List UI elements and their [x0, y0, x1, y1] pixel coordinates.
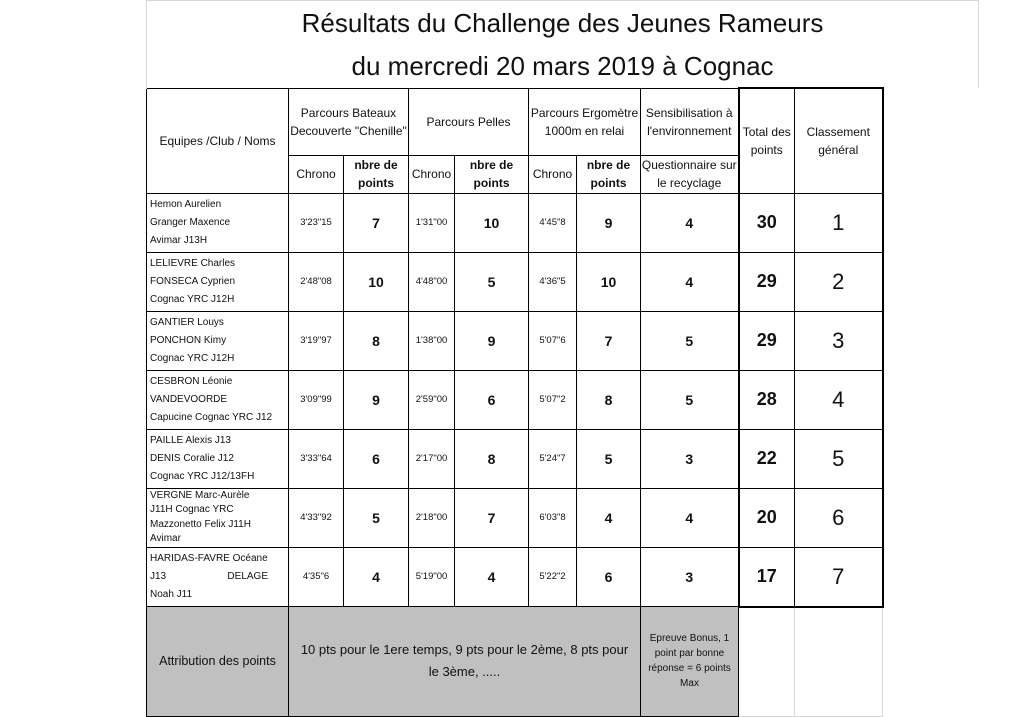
rank: 5 — [795, 429, 883, 488]
chrono-bateaux: 3'23"15 — [289, 193, 344, 252]
chrono-bateaux: 3'33"64 — [289, 429, 344, 488]
chrono-ergo: 5'07"6 — [529, 311, 577, 370]
points-ergo: 5 — [577, 429, 641, 488]
chrono-header-1: Chrono — [289, 155, 344, 193]
points-questionnaire: 3 — [641, 429, 739, 488]
chrono-ergo: 5'24"7 — [529, 429, 577, 488]
points-pelles: 8 — [455, 429, 529, 488]
chrono-pelles: 5'19"00 — [409, 547, 455, 607]
chrono-bateaux: 3'09"99 — [289, 370, 344, 429]
table-row — [147, 429, 979, 488]
points-questionnaire: 5 — [641, 311, 739, 370]
rank: 4 — [795, 370, 883, 429]
points-questionnaire: 4 — [641, 252, 739, 311]
team-header: Equipes /Club / Noms — [147, 88, 289, 193]
table-row — [147, 193, 979, 252]
points-pelles: 9 — [455, 311, 529, 370]
chrono-bateaux: 3'19"97 — [289, 311, 344, 370]
points-bateaux: 8 — [344, 311, 409, 370]
chrono-header-2: Chrono — [409, 155, 455, 193]
points-bateaux: 7 — [344, 193, 409, 252]
total-points: 29 — [739, 311, 795, 370]
rank: 2 — [795, 252, 883, 311]
total-header: Total des points — [739, 88, 795, 193]
points-header-3: nbre de points — [577, 155, 641, 193]
table-row — [147, 488, 979, 547]
chrono-pelles: 2'18"00 — [409, 488, 455, 547]
title-line-2: du mercredi 20 mars 2019 à Cognac — [147, 45, 979, 88]
chrono-bateaux: 2'48"08 — [289, 252, 344, 311]
chrono-ergo: 5'07"2 — [529, 370, 577, 429]
pelles-header: Parcours Pelles — [409, 88, 529, 155]
points-ergo: 10 — [577, 252, 641, 311]
total-points: 20 — [739, 488, 795, 547]
points-bateaux: 4 — [344, 547, 409, 607]
chrono-pelles: 2'17"00 — [409, 429, 455, 488]
footer-label: Attribution des points — [147, 607, 289, 717]
title-line-1: Résultats du Challenge des Jeunes Rameurs — [147, 1, 979, 46]
empty-cell — [739, 607, 795, 717]
total-points: 22 — [739, 429, 795, 488]
points-ergo: 7 — [577, 311, 641, 370]
total-points: 29 — [739, 252, 795, 311]
points-header-1: nbre de points — [344, 155, 409, 193]
rank: 6 — [795, 488, 883, 547]
team-names: Hemon Aurelien Granger Maxence Avimar J13H — [147, 193, 289, 252]
footer-rule: 10 pts pour le 1ere temps, 9 pts pour le 2ème, 8 pts pour le 3ème, ..... — [289, 607, 641, 717]
team-names: GANTIER Louys PONCHON Kimy Cognac YRC J12H — [147, 311, 289, 370]
points-header-2: nbre de points — [455, 155, 529, 193]
chrono-ergo: 5'22"2 — [529, 547, 577, 607]
chrono-pelles: 2'59"00 — [409, 370, 455, 429]
chrono-ergo: 4'36"5 — [529, 252, 577, 311]
points-pelles: 4 — [455, 547, 529, 607]
chrono-pelles: 4'48"00 — [409, 252, 455, 311]
results-sheet — [146, 0, 878, 709]
points-pelles: 10 — [455, 193, 529, 252]
ergo-header: Parcours Ergomètre 1000m en relai — [529, 88, 641, 155]
rank: 1 — [795, 193, 883, 252]
chrono-ergo: 6'03"8 — [529, 488, 577, 547]
results-table — [146, 0, 979, 717]
points-bateaux: 9 — [344, 370, 409, 429]
sensib-header: Sensibilisation à l'environnement — [641, 88, 739, 155]
table-row — [147, 547, 979, 607]
chrono-bateaux: 4'35"6 — [289, 547, 344, 607]
table-row — [147, 311, 979, 370]
team-names: VERGNE Marc-Aurèle J11H Cognac YRC Mazzonetto Felix J11H Avimar — [147, 488, 289, 547]
points-ergo: 6 — [577, 547, 641, 607]
team-names: CESBRON Léonie VANDEVOORDE Capucine Cognac YRC J12 — [147, 370, 289, 429]
footer-bonus: Epreuve Bonus, 1 point par bonne réponse = 6 points Max — [641, 607, 739, 717]
team-names: PAILLE Alexis J13 DENIS Coralie J12 Cognac YRC J12/13FH — [147, 429, 289, 488]
team-names: HARIDAS-FAVRE Océane J13 DELAGE Noah J11 — [147, 547, 289, 607]
chrono-pelles: 1'31"00 — [409, 193, 455, 252]
rank: 7 — [795, 547, 883, 607]
chrono-bateaux: 4'33"92 — [289, 488, 344, 547]
points-pelles: 7 — [455, 488, 529, 547]
questionnaire-header: Questionnaire sur le recyclage — [641, 155, 739, 193]
points-questionnaire: 5 — [641, 370, 739, 429]
total-points: 28 — [739, 370, 795, 429]
points-ergo: 9 — [577, 193, 641, 252]
chrono-ergo: 4'45"8 — [529, 193, 577, 252]
team-names: LELIEVRE Charles FONSECA Cyprien Cognac YRC J12H — [147, 252, 289, 311]
points-questionnaire: 3 — [641, 547, 739, 607]
points-questionnaire: 4 — [641, 488, 739, 547]
table-row — [147, 252, 979, 311]
chrono-pelles: 1'38"00 — [409, 311, 455, 370]
points-ergo: 4 — [577, 488, 641, 547]
classement-header: Classement général — [795, 88, 883, 193]
empty-cell — [795, 607, 883, 717]
points-bateaux: 6 — [344, 429, 409, 488]
points-questionnaire: 4 — [641, 193, 739, 252]
rank: 3 — [795, 311, 883, 370]
points-pelles: 5 — [455, 252, 529, 311]
points-bateaux: 5 — [344, 488, 409, 547]
bateaux-header: Parcours Bateaux Decouverte "Chenille" — [289, 88, 409, 155]
total-points: 30 — [739, 193, 795, 252]
points-bateaux: 10 — [344, 252, 409, 311]
total-points: 17 — [739, 547, 795, 607]
table-row — [147, 370, 979, 429]
points-pelles: 6 — [455, 370, 529, 429]
chrono-header-3: Chrono — [529, 155, 577, 193]
points-ergo: 8 — [577, 370, 641, 429]
